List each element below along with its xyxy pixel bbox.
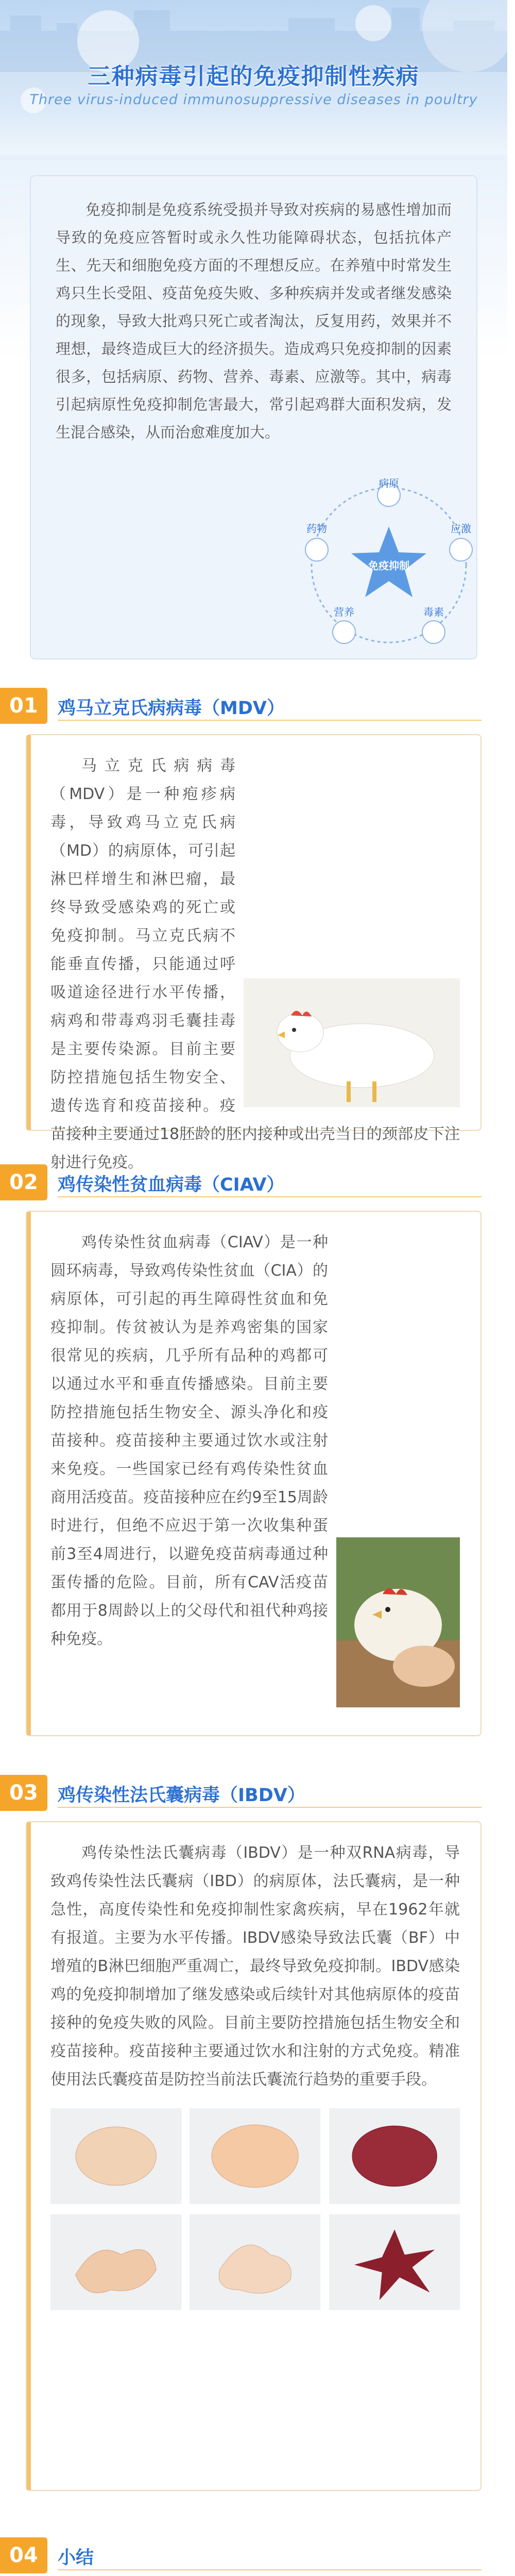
page-title: 三种病毒引起的免疫抑制性疾病 [88,63,420,90]
section-text: 鸡传染性法氏囊病毒（IBDV）是一种双RNA病毒，导致鸡传染性法氏囊病（IBD）的病原体，法氏囊病，是一种急性，高度传染性和免疫抑制性家禽疾病，早在1962年就有报道。主要为水平传播。IBDV感染导致法氏囊（BF）中增殖的B淋巴细胞严重凋亡，最终导致免疫抑制。IBDV感染鸡的免疫抑制增加了继发感染或后续针对其他病原体的疫苗接种的免疫失败的风险。目前主要防控措施包括生物安全和疫苗接种。疫苗接种主要通过饮水和注射的方式免疫。精准使用法氏囊疫苗是防控当前法氏囊流行趋势的重要手段。 [50,1844,460,2089]
white-chicken-photo [244,978,460,1107]
section-title: 小结 [58,2548,94,2568]
bursa-photo [190,2107,320,2205]
section-number: 03 [0,1775,47,1811]
section-summary [0,2537,507,2576]
section-title: 鸡马立克氏病病毒（MDV） [58,698,285,719]
section-ibdv [0,1775,507,2491]
bursa-photo [329,2107,460,2205]
section-title: 鸡传染性贫血病毒（CIAV） [58,1175,285,1195]
section-body [26,1821,482,2491]
section-text: 鸡传染性贫血病毒（CIAV）是一种圆环病毒，导致鸡传染性贫血（CIA）的病原体，可引起的再生障碍性贫血和免疫抑制。传贫被认为是养鸡密集的国家很常见的疾病，几乎所有品种的鸡都可以通过水平和垂直传播感染。目前主要防控措施包括生物安全、源头净化和疫苗接种。疫苗接种主要通过饮水或注射来免疫。一些国家已经有鸡传染性贫血商用活疫苗。疫苗接种应在约9至15周龄时进行，但绝不应迟于第一次收集种蛋前3至4周进行，以避免疫苗病毒通过种蛋传播的危险。目前，所有CAV活疫苗都用于8周龄以上的父母代和祖代种鸡接种免疫。 [50,1233,328,1648]
bursa-photo [50,2107,181,2205]
section-body [26,1211,482,1736]
diagram-label-nutrition: 营养 [334,606,354,618]
section-mdv [0,688,507,1172]
bursa-photo [190,2213,320,2311]
header-banner [0,0,507,155]
diagram-label-drug: 药物 [306,522,327,535]
diagram-label-pathogen: 病原 [379,477,399,489]
section-number: 04 [0,2537,47,2573]
intro-paragraph: 免疫抑制是免疫系统受损并导致对疾病的易感性增加而导致的免疫应答暂时或永久性功能障碍状态，包括抗体产生、先天和细胞免疫方面的不理想反应。在养殖中时常发生鸡只生长受阻、疫苗免疫失败、多种疾病并发或者继发感染的现象，导致大批鸡只死亡或者淘汰，反复用药，效果并不理想，最终造成巨大的经济损失。造成鸡只免疫抑制的因素很多，包括病原、药物、营养、毒素、应激等。其中，病毒引起病原性免疫抑制危害最大，常引起鸡群大面积发病，发生混合感染，从而治愈难度加大。 [56,201,452,441]
section-body [26,734,482,1172]
section-ciav [0,1164,507,1736]
section-title: 鸡传染性法氏囊病毒（IBDV） [58,1785,305,1806]
bursa-photo [329,2213,460,2311]
section-number: 02 [0,1164,47,1200]
intro-panel [30,175,477,659]
diagram-center-label: 免疫抑制 [368,560,409,572]
person-holding-chicken-photo [336,1537,460,1707]
page-subtitle: Three virus-induced immunosuppressive diseases in poultry [29,92,478,108]
section-number: 01 [0,688,47,724]
bursa-photo [50,2213,181,2311]
diagram-label-toxin: 毒素 [423,606,444,618]
diagram-label-stress: 应激 [451,522,471,535]
bursa-photo-grid [50,2107,460,2311]
section-text: 马立克氏病病毒（MDV）是一种疱疹病毒，导致鸡马立克氏病（MD）的病原体，可引起淋巴样增生和淋巴瘤，最终导致受感染鸡的死亡或免疫抑制。马立克氏病不能垂直传播，只能通过呼吸道途径进行水平传播，病鸡和带毒鸡羽毛囊挂毒是主要传染源。目前主要防控措施包括生物安全、遗传选育和疫苗接种。疫苗接种主要通过18胚龄的胚内接种或出壳当日的颈部皮下注射进行免疫。 [50,757,460,1172]
immunosuppression-factor-diagram [299,478,479,653]
